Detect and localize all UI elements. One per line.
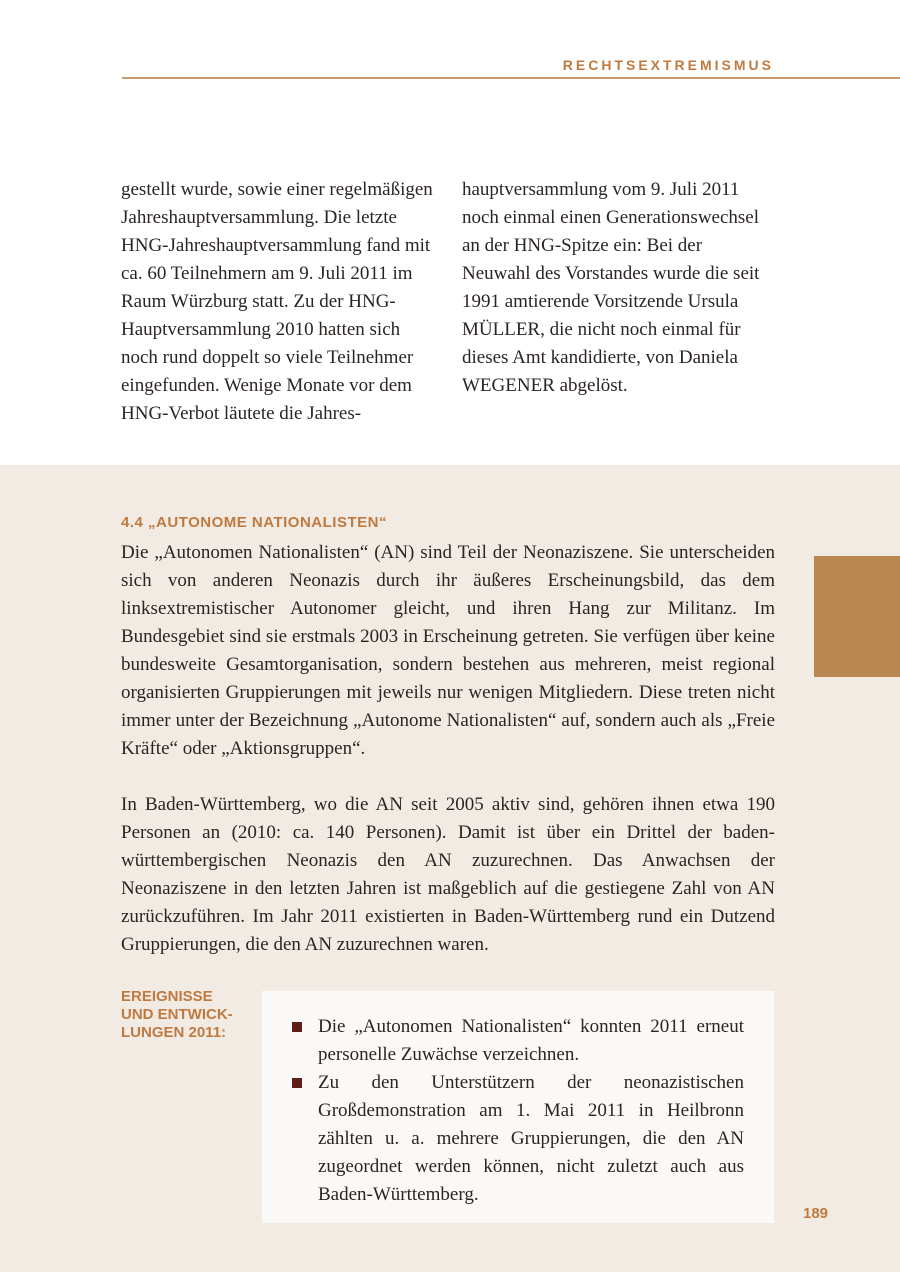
events-label-line: EREIGNISSE — [121, 988, 213, 1005]
list-item — [318, 1069, 744, 1209]
running-header-title: RECHTSEXTREMISMUS — [562, 57, 774, 73]
left-column — [121, 176, 433, 428]
chapter-side-tab — [814, 556, 900, 677]
header-rule — [122, 77, 900, 79]
events-list — [318, 1013, 744, 1209]
events-label-line: LUNGEN 2011: — [121, 1024, 227, 1041]
section-paragraph: In Baden-Württemberg, wo die AN seit 2005 aktiv sind, gehören ihnen etwa 190 Personen an (2010: ca. 140 Personen). Damit ist über ein Drittel der baden-württembergischen Neonazis den AN zuzurechnen. Das Anwachsen der Neonaziszene in den letzten Jahren ist maßgeblich auf die gestiegene Zahl von AN zurückzuführen. Im Jahr 2011 existierten in Baden-Württemberg rund ein Dutzend Gruppierungen, die den AN zuzurechnen waren. — [121, 794, 775, 955]
square-bullet-icon — [292, 1078, 302, 1088]
right-column-text: hauptversammlung vom 9. Juli 2011 noch einmal einen Generationswechsel an der HNG-Spitze ein: Bei der Neuwahl des Vorstandes wurde die seit 1991 amtierende Vorsitzende Ursula MÜLLER, die nicht noch einmal für dieses Amt kandidierte, von Daniela WEGENER abgelöst. — [462, 179, 760, 396]
right-column — [462, 176, 774, 400]
events-box — [262, 991, 774, 1223]
page-number: 189 — [803, 1205, 829, 1222]
list-item — [318, 1013, 744, 1069]
list-item-text: Die „Autonomen Nationalisten“ konnten 2011 erneut personelle Zuwächse verzeichnen. — [318, 1016, 744, 1065]
events-label-line: UND ENTWICK- — [121, 1006, 233, 1023]
left-column-text: gestellt wurde, sowie einer regelmäßigen Jahreshauptversammlung. Die letzte HNG-Jahreshauptversammlung fand mit ca. 60 Teilnehmern am 9. Juli 2011 im Raum Würzburg statt. Zu der HNG-Hauptversammlung 2010 hatten sich noch rund doppelt so viele Teilnehmer eingefunden. Wenige Monate vor dem HNG-Verbot läutete die Jahres- — [121, 179, 433, 424]
events-label — [121, 988, 261, 1042]
square-bullet-icon — [292, 1022, 302, 1032]
section-paragraph: Die „Autonomen Nationalisten“ (AN) sind Teil der Neonaziszene. Sie unterscheiden sich von anderen Neonazis durch ihr äußeres Erscheinungsbild, das dem linksextremistischer Autonomer gleicht, und ihren Hang zur Militanz. Im Bundesgebiet sind sie erstmals 2003 in Erscheinung getreten. Sie verfügen über keine bundesweite Gesamtorganisation, sondern bestehen aus mehreren, meist regional organisierten Gruppierungen mit jeweils nur wenigen Mitgliedern. Diese treten nicht immer unter der Bezeichnung „Autonome Nationalisten“ auf, sondern auch als „Freie Kräfte“ oder „Aktionsgruppen“. — [121, 542, 775, 759]
section-heading: 4.4 „AUTONOME NATIONALISTEN“ — [121, 514, 387, 531]
list-item-text: Zu den Unterstützern der neonazistischen Großdemonstration am 1. Mai 2011 in Heilbronn zählten u. a. mehrere Gruppierungen, die den AN zugeordnet werden können, nicht zuletzt auch aus Baden-Württemberg. — [318, 1072, 744, 1205]
